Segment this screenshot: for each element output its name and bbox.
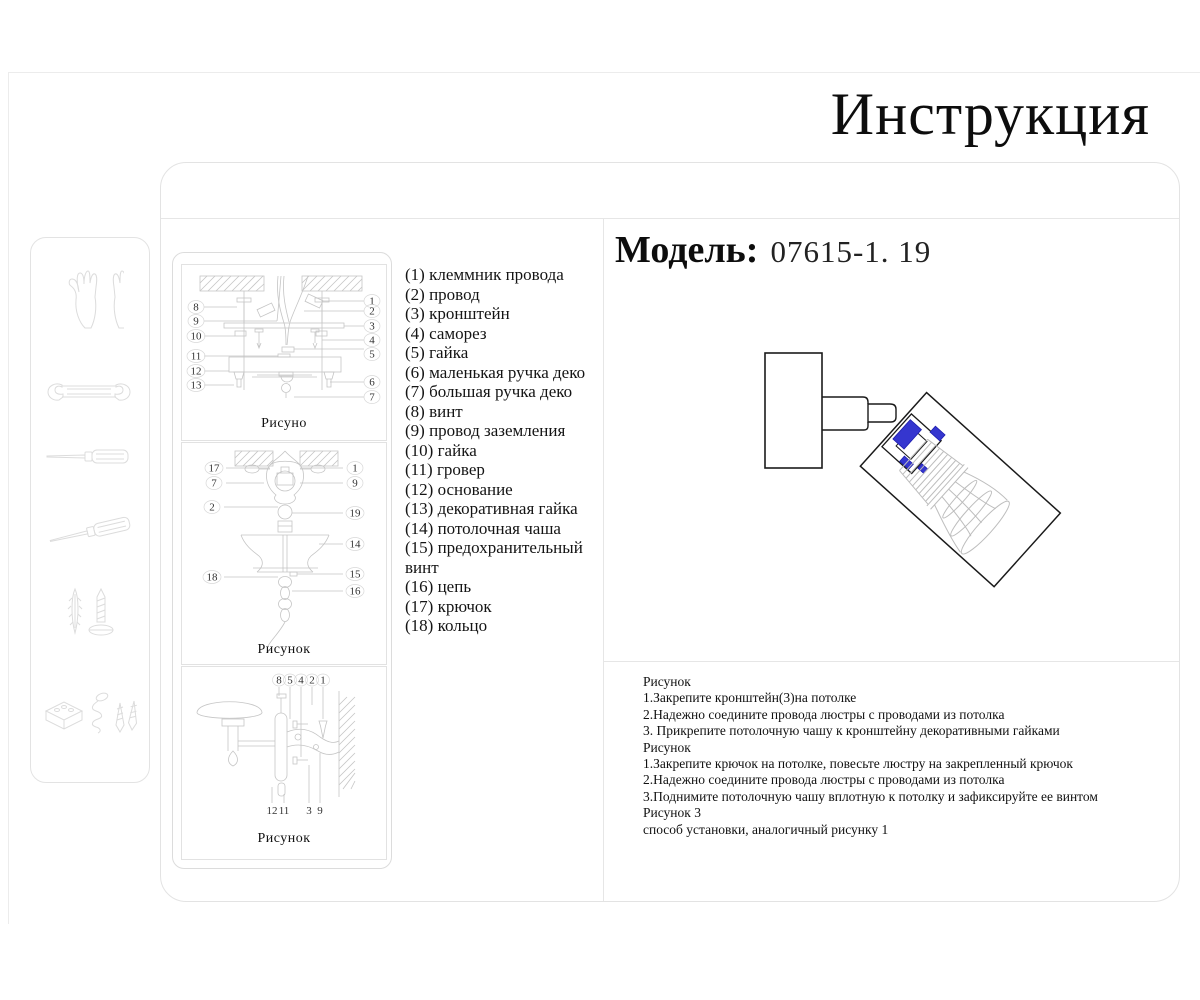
parts-list-item: (9) провод заземления: [405, 421, 566, 440]
callout-number: 9: [352, 477, 358, 490]
callout-number: 17: [208, 462, 220, 475]
callout-number: 4: [369, 334, 375, 347]
callout-number: 1: [352, 462, 358, 475]
parts-list-item: (8) винт: [405, 401, 463, 421]
figure-2-ceiling: [235, 451, 338, 466]
parts-list-item: (11) гровер: [405, 460, 485, 479]
callout-number: 5: [287, 674, 293, 687]
wall-plate: [765, 353, 822, 468]
callout-number: 16: [349, 585, 361, 598]
figure-1-caption: Рисуно: [261, 416, 307, 431]
figure-2-box: [181, 442, 387, 665]
instruction-line: 2.Надежно соедините провода люстры с проводами из потолка: [643, 706, 1005, 722]
figure-1-wires: [257, 276, 323, 345]
lamp-bulb: [886, 433, 1014, 558]
anchor-screw-icon: [61, 586, 119, 642]
instruction-line: 3. Прикрепите потолочную чашу к кронштейну декоративными гайками: [643, 723, 1060, 739]
instruction-line: Рисунок 3: [643, 805, 701, 821]
callout-number: 1: [320, 674, 326, 687]
figures-panel: [172, 252, 392, 869]
parts-list-item: (18) кольцо: [405, 616, 488, 635]
callout-number: 2: [369, 305, 375, 318]
parts-list-item: (1) клеммник провода: [405, 265, 564, 284]
callout-number: 8: [276, 674, 282, 687]
instruction-line: Рисунок: [643, 674, 691, 689]
instruction-line: 2.Надежно соедините провода люстры с проводами из потолка: [643, 772, 1005, 788]
figure-3-box: [181, 666, 387, 860]
screwdriver-icon: [45, 446, 133, 466]
callout-number: 15: [349, 568, 361, 581]
parts-list-item: (14) потолочная чаша: [405, 518, 561, 538]
figure-2-caption: Рисунок: [257, 642, 311, 657]
parts-list-item: (5) гайка: [405, 343, 469, 362]
hardware-parts-icon: [40, 689, 140, 739]
figure-3-shade: [197, 702, 275, 766]
figure-2-leader-lines: [224, 468, 343, 591]
callout-number: 7: [211, 477, 217, 490]
mounting-arm: [822, 397, 896, 430]
gloves-icon: [54, 267, 124, 331]
callout-number: 5: [369, 348, 375, 361]
parts-list-item: (2) провод: [405, 284, 480, 304]
instruction-line: способ установки, аналогичный рисунку 1: [643, 821, 889, 837]
figure-3-caption: Рисунок: [257, 831, 311, 846]
instruction-line: 1.Закрепите кронштейн(3)на потолке: [643, 690, 857, 706]
figure-2-canopy: [241, 505, 329, 576]
figure-2-hook: [245, 451, 325, 504]
instruction-line: 3.Поднимите потолочную чашу вплотную к потолку и зафиксируйте ее винтом: [643, 788, 1098, 804]
parts-list: [405, 265, 600, 636]
page-title: Инструкция: [830, 81, 1150, 147]
parts-list-item: (16) цепь: [405, 577, 472, 596]
product-diagram: [750, 340, 1080, 620]
installation-instructions: [643, 674, 1163, 838]
parts-list-item: (6) маленькая ручка деко: [405, 362, 586, 382]
parts-list-item: (12) основание: [405, 479, 513, 499]
model-label: Модель:: [615, 229, 759, 271]
callout-number: 12: [266, 805, 278, 817]
callout-number: 9: [317, 805, 323, 817]
figure-1-diagram: [182, 265, 386, 440]
callout-number: 2: [309, 674, 315, 687]
parts-list-item: (4) саморез: [405, 323, 487, 343]
callout-number: 6: [369, 376, 375, 389]
parts-list-item: (13) декоративная гайка: [405, 499, 578, 518]
callout-number: 2: [209, 501, 215, 514]
screwdriver-angled-icon: [45, 510, 137, 550]
callout-number: 8: [193, 301, 199, 314]
callout-number: 14: [349, 538, 361, 551]
instruction-line: 1.Закрепите крючок на потолке, повесьте люстру на закрепленный крючок: [643, 756, 1073, 772]
callout-number: 12: [190, 365, 202, 378]
callout-number: 11: [190, 350, 202, 363]
parts-list-item: (7) большая ручка деко: [405, 382, 573, 401]
parts-list-item: (10) гайка: [405, 440, 477, 460]
column-divider: [603, 218, 604, 901]
callout-number: 3: [306, 805, 312, 817]
instruction-line: Рисунок: [643, 739, 691, 755]
blue-tab-top: [930, 426, 945, 441]
callout-number: 3: [369, 320, 375, 333]
tools-sidebar: [30, 237, 150, 783]
instructions-divider: [603, 661, 1179, 662]
model-row: [615, 228, 931, 272]
callout-number: 13: [190, 379, 202, 392]
model-number: 07615-1. 19: [770, 234, 932, 269]
figure-2-chain: [267, 577, 291, 651]
callout-number: 11: [278, 805, 290, 817]
callout-number: 9: [193, 315, 199, 328]
figure-1-leader-lines: [204, 301, 364, 397]
callout-number: 7: [369, 391, 375, 404]
parts-list-item: (3) кронштейн: [405, 304, 510, 323]
callout-number: 18: [206, 571, 218, 584]
figure-3-wall: [339, 691, 355, 797]
figure-1-base-plate: [229, 357, 341, 398]
wrench-icon: [45, 377, 133, 403]
figure-2-diagram: [182, 443, 386, 664]
parts-list-item: (17) крючок: [405, 596, 492, 616]
callout-number: 4: [298, 674, 304, 687]
callout-number: 10: [190, 330, 202, 343]
figure-1-box: [181, 264, 387, 441]
figure-3-bracket: [275, 694, 339, 796]
callout-number: 1: [369, 295, 375, 308]
header-band-divider: [161, 218, 1179, 219]
parts-list-item: (15) предохранительный винт: [405, 538, 583, 577]
callout-number: 19: [349, 507, 361, 520]
